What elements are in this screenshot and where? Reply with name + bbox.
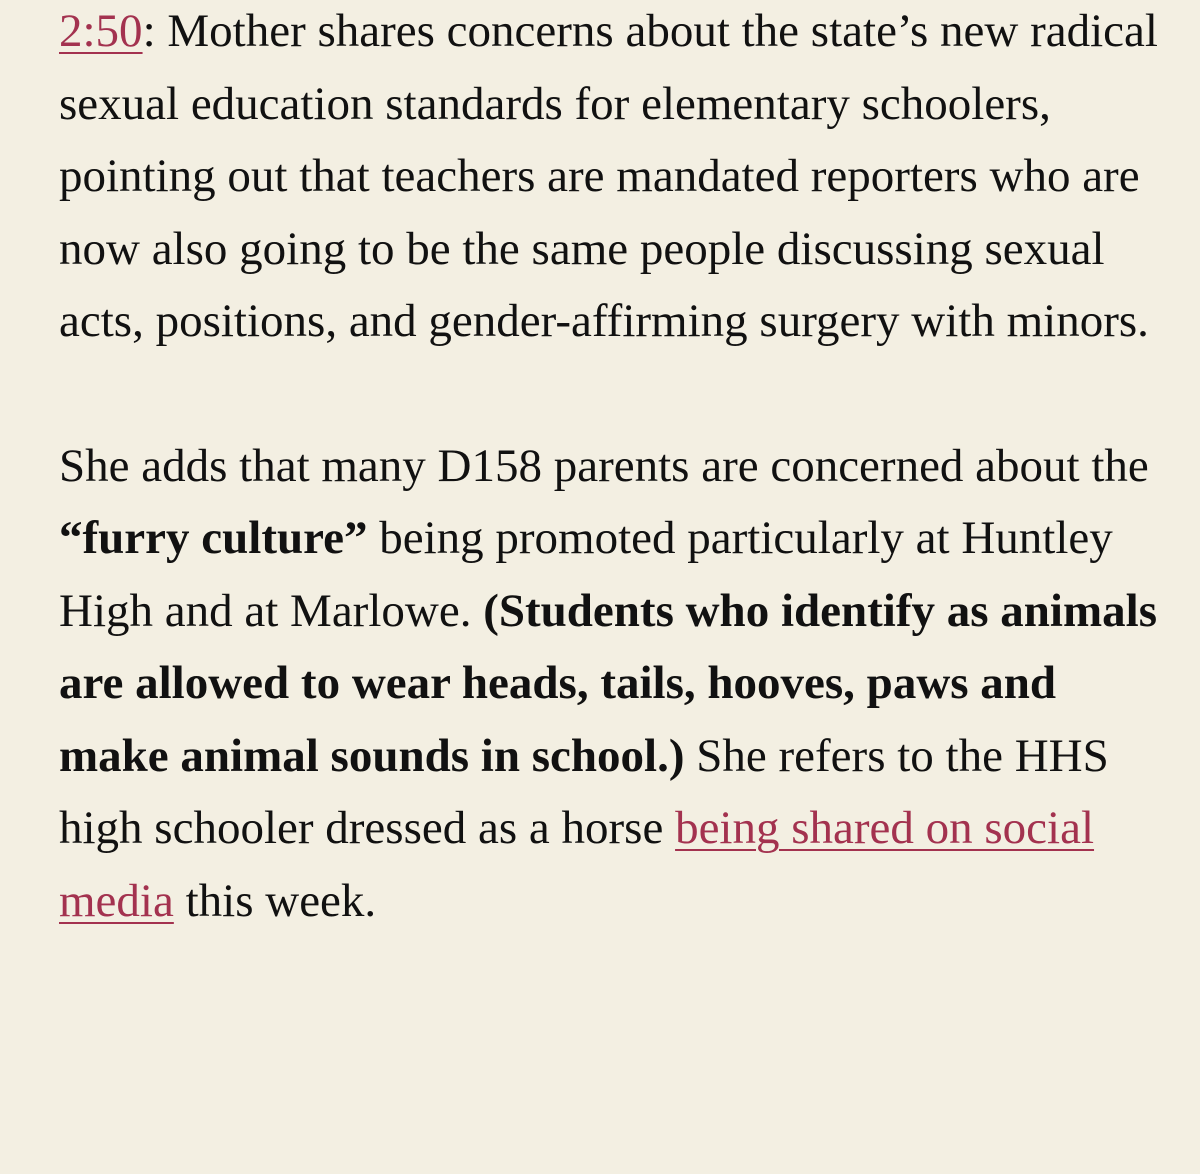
- paragraph-2-text-1: She adds that many D158 parents are concerned about the: [59, 439, 1149, 492]
- furry-culture-bold: “furry culture”: [59, 512, 368, 564]
- paragraph-1-text: : Mother shares concerns about the state’s new radical sexual education standards for elementary schoolers, pointing out that teachers are mandated reporters who are now also going to be the same people discussing sexual acts, positions, and gender-affirming surgery with minors.: [59, 5, 1158, 347]
- timestamp-link[interactable]: 2:50: [59, 5, 143, 57]
- paragraph-2-text-4: this week.: [173, 874, 377, 927]
- paragraph-2-text-2: being promoted particularly at Huntley High and at Marlowe.: [59, 512, 1113, 637]
- paragraph-furry-culture: [59, 430, 1169, 938]
- social-media-link[interactable]: being shared on social media: [59, 802, 1095, 927]
- article-body: [59, 0, 1169, 937]
- students-identify-bold: (Students who identify as animals are allowed to wear heads, tails, hooves, paws and make animal sounds in school.): [59, 584, 1157, 782]
- paragraph-2-text-3: She refers to the HHS high schooler dressed as a horse: [59, 729, 1109, 854]
- paragraph-timestamp-concerns: [59, 0, 1169, 358]
